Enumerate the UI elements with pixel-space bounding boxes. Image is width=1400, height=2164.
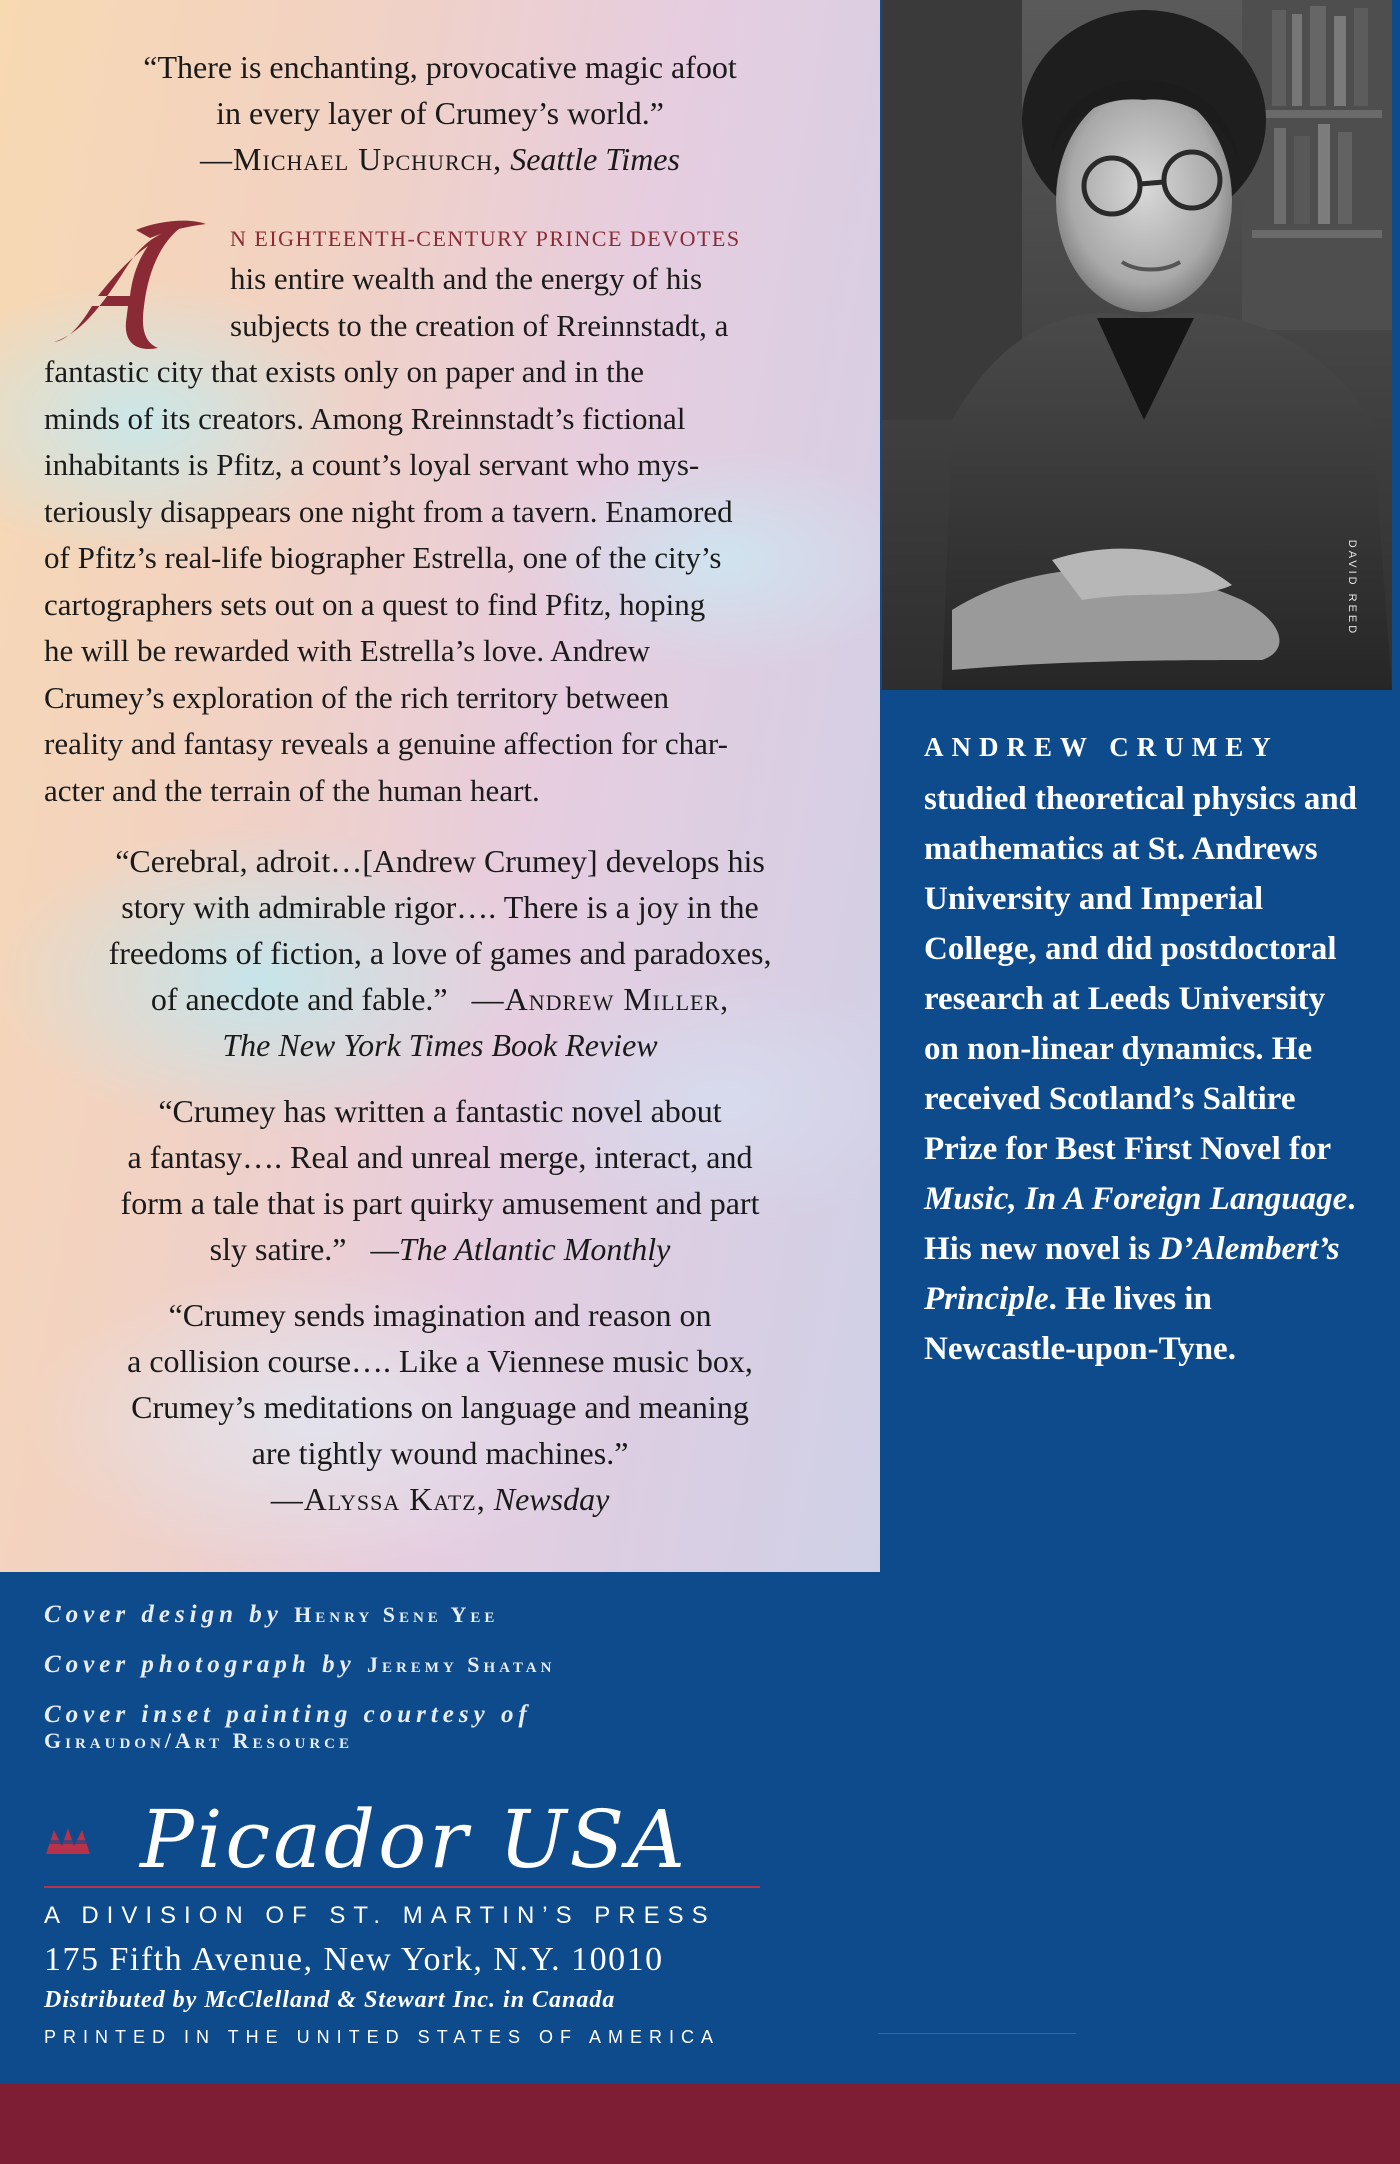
dropcap-text: A <box>122 347 128 356</box>
top-quote-line-2: in every layer of Crumey’s world.” <box>216 95 664 131</box>
review-line: freedoms of fiction, a love of games and paradoxes, <box>108 935 772 971</box>
review-source: —The Atlantic Monthly <box>370 1231 671 1267</box>
publisher-logo-icon <box>42 1820 94 1862</box>
review-line: “Crumey sends imagination and reason on <box>168 1297 712 1333</box>
description-line-10: he will be rewarded with Estrella’s love. Andrew <box>44 633 651 668</box>
top-quote-attribution <box>30 136 850 182</box>
bio-book-1: Music, In A Foreign Language <box>924 1181 1348 1217</box>
credit-design <box>44 1590 844 1640</box>
review-quote-newsday <box>30 1292 850 1522</box>
review-source: Newsday <box>493 1481 610 1517</box>
review-line: “Crumey has written a fantastic novel about <box>158 1093 722 1129</box>
credit-photo <box>44 1640 844 1690</box>
credit-painting-label: Cover inset painting courtesy of <box>44 1701 532 1728</box>
decorative-rule <box>878 2033 1076 2034</box>
credit-design-name: Henry Sene Yee <box>294 1602 499 1627</box>
description-line-7: teriously disappears one night from a tavern. Enamored <box>44 493 733 529</box>
description-line-5: minds of its creators. Among Rreinnstadt’s fictional <box>44 400 686 436</box>
review-line: a fantasy…. Real and unreal merge, interact, and <box>127 1139 753 1175</box>
review-quote-miller <box>30 838 850 1068</box>
bio-text-2: . His new novel is <box>924 1181 1356 1267</box>
book-description <box>44 222 840 814</box>
credit-photo-label: Cover photograph by <box>44 1651 356 1678</box>
review-line: a collision course…. Like a Viennese music box, <box>127 1343 753 1379</box>
review-line-with-attribution <box>30 1226 850 1272</box>
description-line-4: fantastic city that exists only on paper and in the <box>44 354 645 389</box>
review-author: —Alyssa Katz, <box>270 1481 486 1517</box>
review-author: —Andrew Miller, <box>471 981 730 1017</box>
description-line-2: his entire wealth and the energy of his <box>230 261 703 296</box>
cover-credits <box>44 1590 844 1754</box>
author-photo <box>882 0 1392 690</box>
review-line: story with admirable rigor…. There is a joy in the <box>121 889 759 925</box>
credit-painting-source: Giraudon/Art Resource <box>44 1728 353 1753</box>
top-quote <box>30 44 850 182</box>
credit-photo-name: Jeremy Shatan <box>366 1652 556 1677</box>
photo-credit <box>1346 512 1384 672</box>
bottom-color-band <box>0 2084 1400 2164</box>
bio-text-1: studied theoretical physics and mathematics at St. Andrews University and Imperial College, and did postdoctoral research at Leeds University on non-linear dynamics. He received Scotland’s Saltire Prize for Best First Novel for <box>924 781 1358 1167</box>
description-line-12: reality and fantasy reveals a genuine affection for char- <box>44 726 728 761</box>
description-line-1: N EIGHTEENTH-CENTURY PRINCE DEVOTES <box>230 226 741 251</box>
description-line-8: of Pfitz’s real-life biographer Estrella, one of the city’s <box>44 540 722 575</box>
description-line-13: acter and the terrain of the human heart. <box>44 772 540 808</box>
review-attribution <box>30 1476 850 1522</box>
bio-text-3: . He lives in Newcastle-upon-Tyne. <box>924 1281 1236 1367</box>
description-line-6: inhabitants is Pfitz, a count’s loyal servant who mys- <box>44 447 700 482</box>
publisher-division: A DIVISION OF ST. MARTIN’S PRESS <box>44 1902 716 1929</box>
bio-book-2: D’Alembert’s Principle <box>924 1231 1340 1317</box>
author-name: ANDREW CRUMEY <box>924 732 1279 762</box>
photo-credit-text: DAVID REED <box>1346 539 1359 637</box>
publisher-brand: Picador USA <box>140 1793 688 1886</box>
review-source: The New York Times Book Review <box>222 1027 658 1063</box>
review-line: are tightly wound machines.” <box>251 1435 629 1471</box>
description-line-3: subjects to the creation of Rreinnstadt, a <box>230 307 729 343</box>
review-line: sly satire.” <box>209 1231 347 1267</box>
top-quote-source: Seattle Times <box>510 141 680 177</box>
credit-design-label: Cover design by <box>44 1601 283 1628</box>
review-line: Crumey’s meditations on language and meaning <box>131 1389 749 1425</box>
review-line: of anecdote and fable.” <box>150 981 448 1017</box>
distribution-note: Distributed by McClelland & Stewart Inc. in Canada <box>44 1987 616 2013</box>
review-line: “Cerebral, adroit…[Andrew Crumey] develops his <box>115 843 765 879</box>
printed-in-note: PRINTED IN THE UNITED STATES OF AMERICA <box>44 2027 721 2047</box>
author-bio <box>924 722 1360 1374</box>
description-line-9: cartographers sets out on a quest to find Pfitz, hoping <box>44 586 706 622</box>
top-quote-line-1: “There is enchanting, provocative magic afoot <box>143 49 737 85</box>
review-quote-atlantic <box>30 1088 850 1272</box>
review-line: form a tale that is part quirky amusement and part <box>120 1185 760 1221</box>
description-line-11: Crumey’s exploration of the rich territory between <box>44 679 669 715</box>
brand-divider <box>44 1886 760 1888</box>
top-quote-author: —Michael Upchurch, <box>200 141 503 177</box>
review-line-with-attribution <box>30 976 850 1022</box>
publisher-address: 175 Fifth Avenue, New York, N.Y. 10010 <box>44 1941 664 1978</box>
author-portrait-image <box>882 0 1392 690</box>
pastel-panel <box>0 0 880 1572</box>
